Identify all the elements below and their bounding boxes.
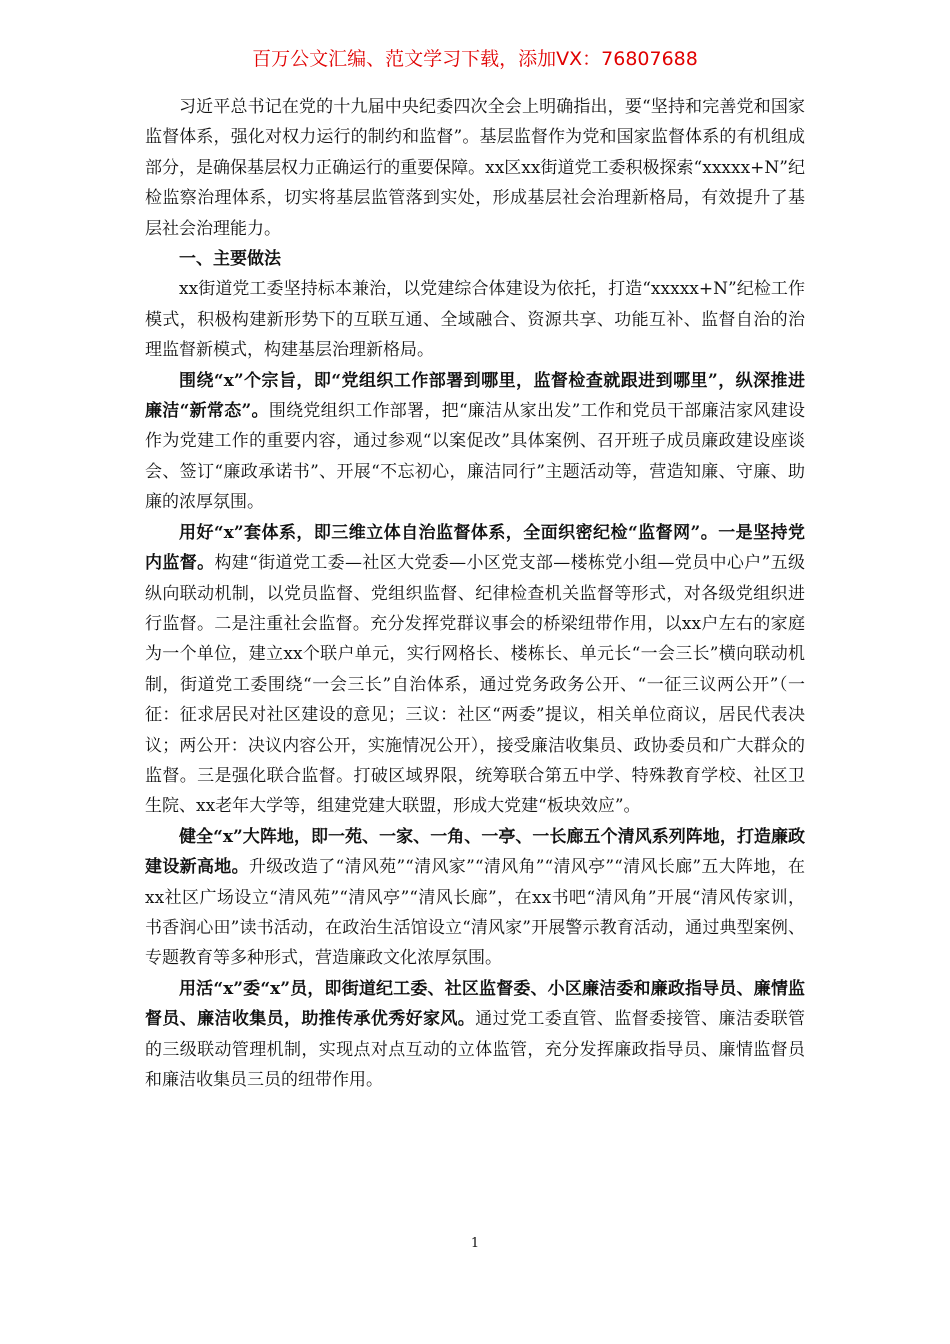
- paragraph-purpose-text: 围绕党组织工作部署，把“廉洁从家出发”工作和党员干部廉洁家风建设作为党建工作的重要内容，通过参观“以案促改”具体案例、召开班子成员廉政建设座谈会、签订“廉政承诺书”、开展“不忘初心，廉洁同行”主题活动等，营造知廉、守廉、助廉的浓厚氛围。: [145, 401, 805, 513]
- paragraph-committees-text: 通过党工委直管、监督委接管、廉洁委联管的三级联动管理机制，实现点对点互动的立体监管，充分发挥廉政指导员、廉情监督员和廉洁收集员三员的纽带作用。: [145, 1009, 806, 1090]
- promo-banner: [0, 44, 950, 74]
- paragraph-committees: [145, 974, 805, 1096]
- document-body: [145, 92, 805, 1095]
- paragraph-system-lead: 用好“x”套体系，即三维立体自治监督体系，全面织密纪检“监督网”。一是坚持党内监督。: [145, 522, 805, 574]
- paragraph-committees-lead: 用活“x”委“x”员，即街道纪工委、社区监督委、小区廉洁委和廉政指导员、廉情监督员、廉洁收集员，助推传承优秀好家风。: [145, 978, 805, 1030]
- promo-banner-text: 百万公文汇编、范文学习下载，添加VX：76807688: [252, 48, 698, 70]
- intro-paragraph: 习近平总书记在党的十九届中央纪委四次全会上明确指出，要“坚持和完善党和国家监督体系，强化对权力运行的制约和监督”。基层监督作为党和国家监督体系的有机组成部分，是确保基层权力正确运行的重要保障。xx区xx街道党工委积极探索“xxxxx+N”纪检监察治理体系，切实将基层监管落到实处，形成基层社会治理新格局，有效提升了基层社会治理能力。: [145, 97, 805, 239]
- paragraph-system-text: 构建“街道党工委—社区大党委—小区党支部—楼栋党小组—党员中心户”五级纵向联动机制，以党员监督、党组织监督、纪律检查机关监督等形式，对各级党组织进行监督。二是注重社会监督。充分发挥党群议事会的桥梁纽带作用，以xx户左右的家庭为一个单位，建立xx个联户单元，实行网格长、楼栋长、单元长“一会三长”横向联动机制，街道党工委围绕“一会三长”自治体系，通过党务政务公开、“一征三议两公开”（一征：征求居民对社区建设的意见；三议：社区“两委”提议，相关单位商议，居民代表决议；两公开：决议内容公开，实施情况公开），接受廉洁收集员、政协委员和广大群众的监督。三是强化联合监督。打破区域界限，统筹联合第五中学、特殊教育学校、社区卫生院、xx老年大学等，组建党建大联盟，形成大党建“板块效应”。: [145, 553, 805, 817]
- page-number: 1: [470, 1236, 480, 1251]
- section-heading: 一、主要做法: [179, 249, 281, 270]
- paragraph-system: [145, 518, 805, 822]
- paragraph-positions-text: 升级改造了“清风苑”“清风家”“清风角”“清风亭”“清风长廊”五大阵地，在xx社区广场设立“清风苑”“清风亭”“清风长廊”，在xx书吧“清风角”开展“清风传家训，书香润心田”读书活动，在政治生活馆设立“清风家”开展警示教育活动，通过典型案例、专题教育等多种形式，营造廉政文化浓厚氛围。: [145, 857, 806, 969]
- paragraph-purpose: [145, 366, 805, 518]
- paragraph-purpose-lead: 围绕“x”个宗旨，即“党组织工作部署到哪里，监督检查就跟进到哪里”，纵深推进廉洁“新常态”。: [145, 370, 805, 422]
- paragraph-positions-lead: 健全“x”大阵地，即一苑、一家、一角、一亭、一长廊五个清风系列阵地，打造廉政建设新高地。: [145, 826, 805, 878]
- paragraph-positions: [145, 822, 805, 974]
- section-intro-paragraph: xx街道党工委坚持标本兼治，以党建综合体建设为依托，打造“xxxxx+N”纪检工作模式，积极构建新形势下的互联互通、全域融合、资源共享、功能互补、监督自治的治理监督新模式，构建基层治理新格局。: [145, 279, 805, 361]
